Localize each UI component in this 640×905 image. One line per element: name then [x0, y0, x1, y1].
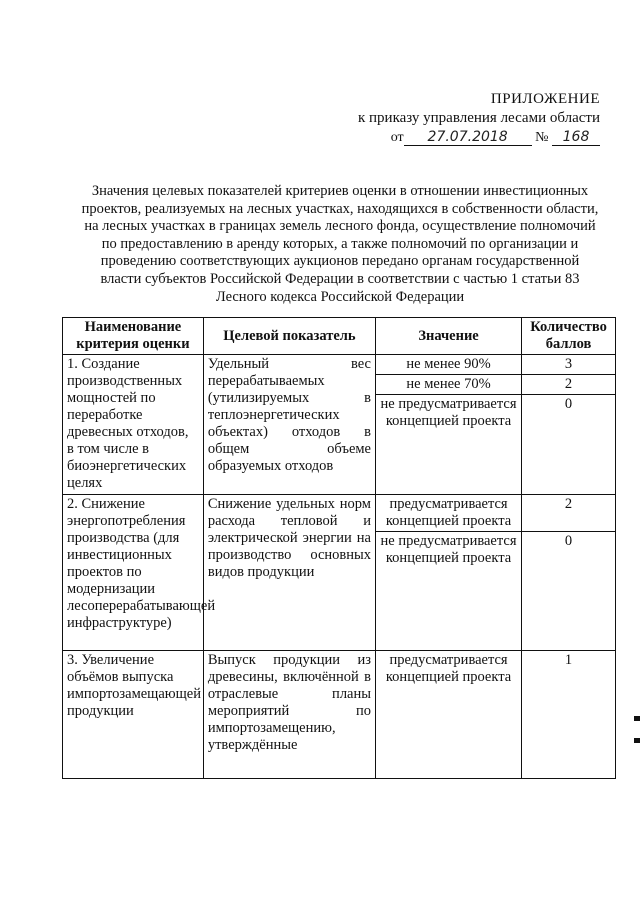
appendix-header — [350, 90, 600, 147]
value-cell — [376, 495, 522, 651]
points-value: 2 — [522, 495, 615, 532]
header-points: Количество баллов — [522, 318, 616, 355]
header-target: Целевой показатель — [203, 318, 375, 355]
value-option: предусматривается концепцией проекта — [376, 495, 521, 532]
value-option: не менее 90% — [376, 355, 521, 375]
table-row — [63, 355, 616, 495]
scan-edge-mark — [634, 738, 640, 743]
appendix-title: ПРИЛОЖЕНИЕ — [490, 91, 600, 107]
header-criterion: Наименование критерия оценки — [63, 318, 204, 355]
target-cell: Удельный вес перерабатываемых (утилизируемых в теплоэнергетических объектах) отходов в общем объеме образуемых отходов — [203, 355, 375, 495]
criterion-cell: 2. Снижение энергопотребления производства (для инвестиционных проектов по модернизации лесоперерабатывающей инфраструктуре) — [63, 495, 204, 651]
points-cell — [522, 495, 616, 651]
table-row — [63, 651, 616, 779]
document-intro-text: Значения целевых показателей критериев оценки в отношении инвестиционных проектов, реализуемых на лесных участках, находящихся в собственности области, на лесных участках в границах земель лесного фонда, осуществление полномочий по предоставлению в аренду которых, а также полномочий по организации и проведению соответствующих аукционов передано органам государственной власти субъектов Российской Федерации в соответствии с частью 1 статьи 83 Лесного кодекса Российской Федерации — [81, 183, 599, 305]
table-row — [63, 495, 616, 651]
value-cell — [376, 355, 522, 495]
order-date-number-line — [350, 128, 600, 147]
criterion-cell: 3. Увеличение объёмов выпуска импортозамещающей продукции — [63, 651, 204, 779]
points-value: 0 — [564, 396, 573, 412]
target-cell: Выпуск продукции из древесины, включённой в отраслевые планы мероприятий по импортозамещению, утверждённые — [203, 651, 375, 779]
target-cell: Снижение удельных норм расхода тепловой и электрической энергии на производство основных видов продукции — [203, 495, 375, 651]
header-value: Значение — [376, 318, 522, 355]
value-option: не предусматривается концепцией проекта — [380, 533, 517, 566]
order-reference: к приказу управления лесами области — [357, 110, 600, 126]
points-cell: 1 — [522, 651, 616, 779]
points-value: 0 — [564, 533, 573, 549]
scan-edge-mark — [634, 716, 640, 721]
value-option: не менее 70% — [376, 375, 521, 395]
points-value: 2 — [522, 375, 615, 395]
points-cell — [522, 355, 616, 495]
table-header-row — [63, 318, 616, 355]
value-option: не предусматривается концепцией проекта — [380, 396, 517, 429]
date-prefix: от — [390, 130, 404, 145]
criterion-cell: 1. Создание производственных мощностей по переработке древесных отходов, в том числе в биоэнергетических целях — [63, 355, 204, 495]
points-value: 3 — [522, 355, 615, 375]
number-prefix: № — [535, 130, 549, 145]
criteria-table — [62, 317, 616, 779]
handwritten-number: 168 — [552, 129, 600, 146]
handwritten-date: 27.07.2018 — [404, 129, 532, 146]
value-cell: предусматривается концепцией проекта — [376, 651, 522, 779]
